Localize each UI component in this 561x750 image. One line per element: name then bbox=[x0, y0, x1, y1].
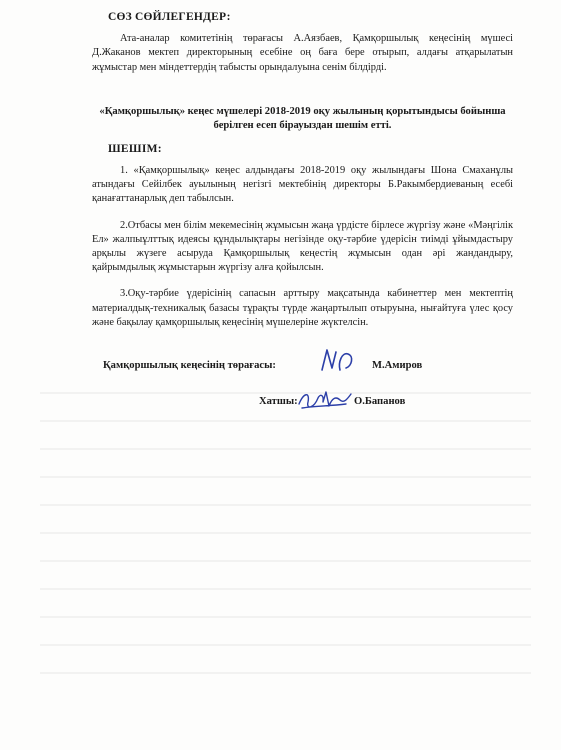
chair-label: Қамқоршылық кеңесінің төрағасы: bbox=[103, 360, 276, 371]
speakers-heading: СӨЗ СӨЙЛЕГЕНДЕР: bbox=[108, 11, 231, 23]
subject-line-1: «Қамқоршылық» кеңес мүшелері 2018-2019 оқу жылының қорытындысы бойынша bbox=[99, 105, 506, 117]
subject-heading bbox=[92, 105, 513, 134]
chair-signature-row bbox=[0, 360, 561, 380]
secretary-signature-row bbox=[0, 396, 561, 416]
decision-heading: ШЕШІМ: bbox=[108, 142, 162, 155]
decision-item-1: 1. «Қамқоршылық» кеңес алдындағы 2018-2019 оқу жылындағы Шона Смаханұлы атындағы Сейілбек ауылының негізгі мектебінің директоры Б.Ракымбердиеваның есебі қанағаттанарлық деп табылсын. bbox=[92, 165, 513, 205]
chair-signature-icon bbox=[318, 346, 360, 376]
document-body bbox=[0, 0, 561, 330]
secretary-label: Хатшы: bbox=[259, 396, 298, 407]
speakers-paragraph: Ата-аналар комитетінің төрағасы А.Аязбаев, Қамқоршылық кеңесінің мүшесі Д.Жаканов мектеп директорының есебіне оң баға бере отырып, алдағы атқарылатын жұмыстар мен міндеттердің табысты орындалуына сенім білдірді. bbox=[92, 33, 513, 73]
secretary-signature-icon bbox=[296, 386, 354, 414]
subject-line-2: берілген есеп бірауыздан шешім етті. bbox=[213, 120, 392, 132]
secretary-name: О.Бапанов bbox=[354, 396, 406, 407]
decision-item-3: 3.Оқу-тәрбие үдерісінің сапасын арттыру мақсатында кабинеттер мен мектептің материалдық-техникалық базасы тұрақты түрде жаңартылып отыруына, нығайтуға үлес қосу және бақылау қамқоршылық кеңесінің мүшелеріне жүктелсін. bbox=[92, 288, 513, 328]
chair-name: М.Амиров bbox=[372, 360, 423, 371]
decision-item-2: 2.Отбасы мен білім мекемесінің жұмысын жаңа үрдісте бірлесе жүргізу және «Мәңгілік Ел» жалпыұлттық идеясы құндылықтары негізінде оқу-тәрбие үдерісін тиімді ұйымдастыру арқылы жүзеге асыруда Қамқоршылық кеңестің жұмысын одан әрі жандандыру, қайрымдылық жұмыстарын жүргізу алға қойылсын. bbox=[92, 219, 513, 274]
